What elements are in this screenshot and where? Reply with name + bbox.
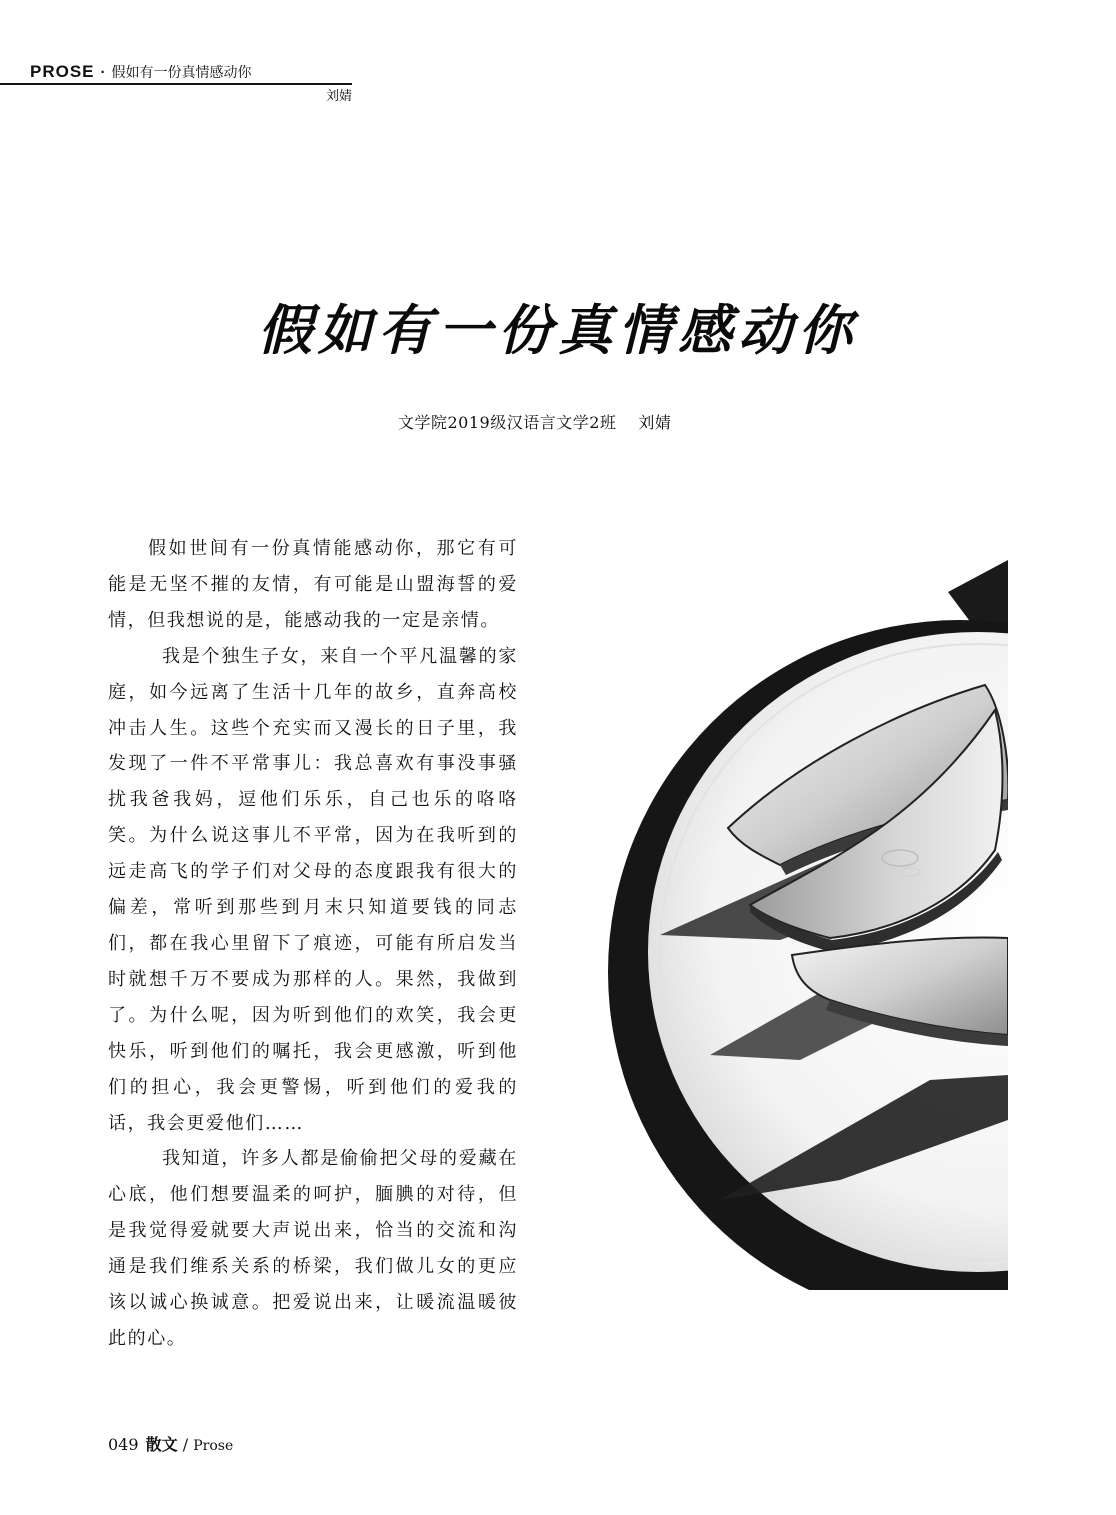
paragraph-1: 假如世间有一份真情能感动你，那它有可能是无坚不摧的友情，有可能是山盟海誓的爱情，但我想说的是，能感动我的一定是亲情。 bbox=[108, 538, 518, 631]
paragraph-3: 我知道，许多人都是偷偷把父母的爱藏在心底，他们想要温柔的呵护，腼腆的对待，但是我觉得爱就要大声说出来，恰当的交流和沟通是我们维系关系的桥梁，我们做儿女的更应该以诚心换诚意。把爱说出来，让暖流温暖彼此的心。 bbox=[108, 1148, 518, 1349]
running-title: 假如有一份真情感动你 bbox=[111, 65, 252, 81]
header-separator: · bbox=[100, 64, 106, 81]
publication-name-en: Prose bbox=[193, 1438, 234, 1454]
footer-slash: / bbox=[182, 1435, 189, 1454]
melon-plate-photo bbox=[600, 560, 1010, 1290]
page-number: 049 bbox=[108, 1435, 139, 1454]
header-rule bbox=[0, 83, 352, 85]
page-footer bbox=[108, 1434, 233, 1457]
running-header bbox=[0, 58, 352, 108]
publication-name: 散文 bbox=[145, 1435, 178, 1454]
byline bbox=[398, 412, 671, 434]
article-body bbox=[108, 531, 518, 1357]
byline-author: 刘婧 bbox=[638, 413, 672, 432]
paragraph-2: 我是个独生子女，来自一个平凡温馨的家庭，如今远离了生活十几年的故乡，直奔高校冲击人生。这些个充实而又漫长的日子里，我发现了一件不平常事儿：我总喜欢有事没事骚扰我爸我妈，逗他们乐乐，自己也乐的咯咯笑。为什么说这事儿不平常，因为在我听到的远走高飞的学子们对父母的态度跟我有很大的偏差，常听到那些到月末只知道要钱的同志们，都在我心里留下了痕迹，可能有所启发当时就想千万不要成为那样的人。果然，我做到了。为什么呢，因为听到他们的欢笑，我会更快乐，听到他们的嘱托，我会更感激，听到他们的担心，我会更警惕，听到他们的爱我的话，我会更爱他们…… bbox=[108, 645, 518, 1134]
article-title: 假如有一份真情感动你 bbox=[258, 298, 858, 362]
section-label: PROSE bbox=[30, 62, 95, 81]
running-header-line bbox=[30, 62, 252, 83]
running-author: 刘婧 bbox=[325, 89, 352, 104]
byline-affiliation: 文学院2019级汉语言文学2班 bbox=[398, 413, 617, 432]
